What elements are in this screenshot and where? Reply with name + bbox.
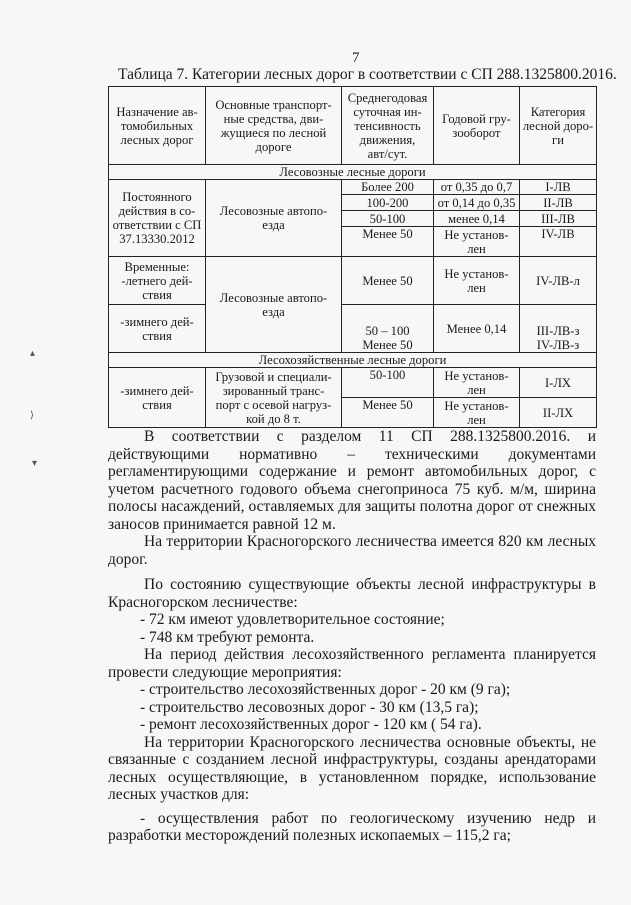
section-logging-roads: Лесовозные лесные дороги bbox=[109, 165, 597, 180]
freight-cell: Не установ- лен bbox=[434, 257, 520, 305]
list-item: - 72 км имеют удовлетворительное состояние; bbox=[140, 611, 445, 628]
table-row bbox=[109, 257, 597, 305]
list-item: - осуществления работ по геологическому изучению недр и разработки месторождений полезных ископаемых – 115,2 га; bbox=[108, 809, 596, 844]
table-row bbox=[109, 180, 597, 195]
header-vehicles: Основные транспорт- ные средства, дви- жущиеся по лесной дороге bbox=[206, 87, 342, 165]
intensity-cell: 50-100 bbox=[342, 368, 434, 398]
category-cell: III-ЛВ bbox=[520, 211, 597, 227]
scan-mark: ▾ bbox=[32, 458, 38, 469]
header-purpose: Назначение ав- томобильных лесных дорог bbox=[109, 87, 206, 165]
forestry-vehicles-cell: Грузовой и специали- зированный транс- порт с осевой нагруз- кой до 8 т. bbox=[206, 368, 342, 428]
category-cell: I-ЛХ bbox=[520, 368, 597, 398]
permanent-purpose-cell: Постоянного действия в со- ответствии с СП 37.13330.2012 bbox=[109, 180, 206, 257]
category-cell: IV-ЛВ bbox=[520, 227, 597, 257]
intensity-cell: Менее 50 bbox=[342, 257, 434, 305]
freight-cell: Не установ- лен bbox=[434, 398, 520, 428]
intensity-cell: 50 – 100 Менее 50 bbox=[342, 305, 434, 353]
intensity-cell: Менее 50 bbox=[342, 227, 434, 257]
table-row bbox=[109, 305, 597, 353]
paragraph-other-objects: На территории Красногорского лесничества основные объекты, не связанные с созданием лесной инфраструктуры, созданы арендаторами лесных осуществляющие, в установленном порядке, использование лесных участков для: bbox=[108, 733, 596, 803]
road-categories-table bbox=[108, 86, 597, 428]
list-item: - ремонт лесохозяйственных дорог - 120 км ( 54 га). bbox=[140, 716, 482, 733]
freight-cell: от 0,14 до 0,35 bbox=[434, 195, 520, 211]
section-row bbox=[109, 165, 597, 180]
freight-cell: Не установ- лен bbox=[434, 227, 520, 257]
forestry-purpose-cell: -зимнего дей- ствия bbox=[109, 368, 206, 428]
freight-cell: Менее 0,14 bbox=[434, 305, 520, 353]
table-header-row bbox=[109, 87, 597, 165]
intensity-cell: Менее 50 bbox=[342, 398, 434, 428]
body-text bbox=[108, 428, 596, 845]
category-cell: II-ЛВ bbox=[520, 195, 597, 211]
paragraph-planned-works: На период действия лесохозяйственного регламента планируется провести следующие мероприятия: bbox=[108, 646, 596, 681]
category-cell: I-ЛВ bbox=[520, 180, 597, 195]
temporary-vehicles-cell: Лесовозные автопо- езда bbox=[206, 257, 342, 353]
table-row bbox=[109, 368, 597, 398]
winter-purpose-cell: -зимнего дей- ствия bbox=[109, 305, 206, 353]
table-caption: Таблица 7. Категории лесных дорог в соответствии с СП 288.1325800.2016. bbox=[118, 66, 617, 83]
scan-mark: ▴ bbox=[30, 348, 36, 359]
list-item: - 748 км требуют ремонта. bbox=[140, 628, 315, 646]
scan-mark: ⟩ bbox=[30, 410, 34, 421]
intensity-cell: 100-200 bbox=[342, 195, 434, 211]
header-freight: Годовой гру- зооборот bbox=[434, 87, 520, 165]
page-number: 7 bbox=[352, 50, 360, 66]
category-cell: III-ЛВ-з IV-ЛВ-з bbox=[520, 305, 597, 353]
freight-cell: Не установ- лен bbox=[434, 368, 520, 398]
paragraph-snow-protection: В соответствии с разделом 11 СП 288.1325800.2016. и действующими нормативно – техническими документами регламентирующими содержание и ремонт автомобильных дорог, с учетом расчетного годового объема снегоприноса 75 куб. м/м, ширина полосы насаждений, оставляемых для защиты полотна дорог от снежных заносов принимается равной 12 м. bbox=[108, 428, 596, 533]
summer-purpose-cell: Временные: -летнего дей- ствия bbox=[109, 257, 206, 305]
paragraph-infrastructure-state: По состоянию существующие объекты лесной инфраструктуры в Красногорском лесничестве: bbox=[108, 576, 596, 611]
intensity-cell: 50-100 bbox=[342, 211, 434, 227]
permanent-vehicles-cell: Лесовозные автопо- езда bbox=[206, 180, 342, 257]
header-intensity: Среднегодовая суточная ин- тенсивность движения, авт/сут. bbox=[342, 87, 434, 165]
category-cell: II-ЛХ bbox=[520, 398, 597, 428]
list-item: - строительство лесовозных дорог - 30 км (13,5 га); bbox=[140, 698, 479, 716]
section-row bbox=[109, 353, 597, 368]
category-cell: IV-ЛВ-л bbox=[520, 257, 597, 305]
header-category: Категория лесной доро- ги bbox=[520, 87, 597, 165]
freight-cell: от 0,35 до 0,7 bbox=[434, 180, 520, 195]
list-item: - строительство лесохозяйственных дорог - 20 км (9 га); bbox=[140, 681, 511, 698]
section-forestry-roads: Лесохозяйственные лесные дороги bbox=[109, 353, 597, 368]
freight-cell: менее 0,14 bbox=[434, 211, 520, 227]
paragraph-road-length: На территории Красногорского лесничества имеется 820 км лесных дорог. bbox=[108, 533, 596, 568]
intensity-cell: Более 200 bbox=[342, 180, 434, 195]
